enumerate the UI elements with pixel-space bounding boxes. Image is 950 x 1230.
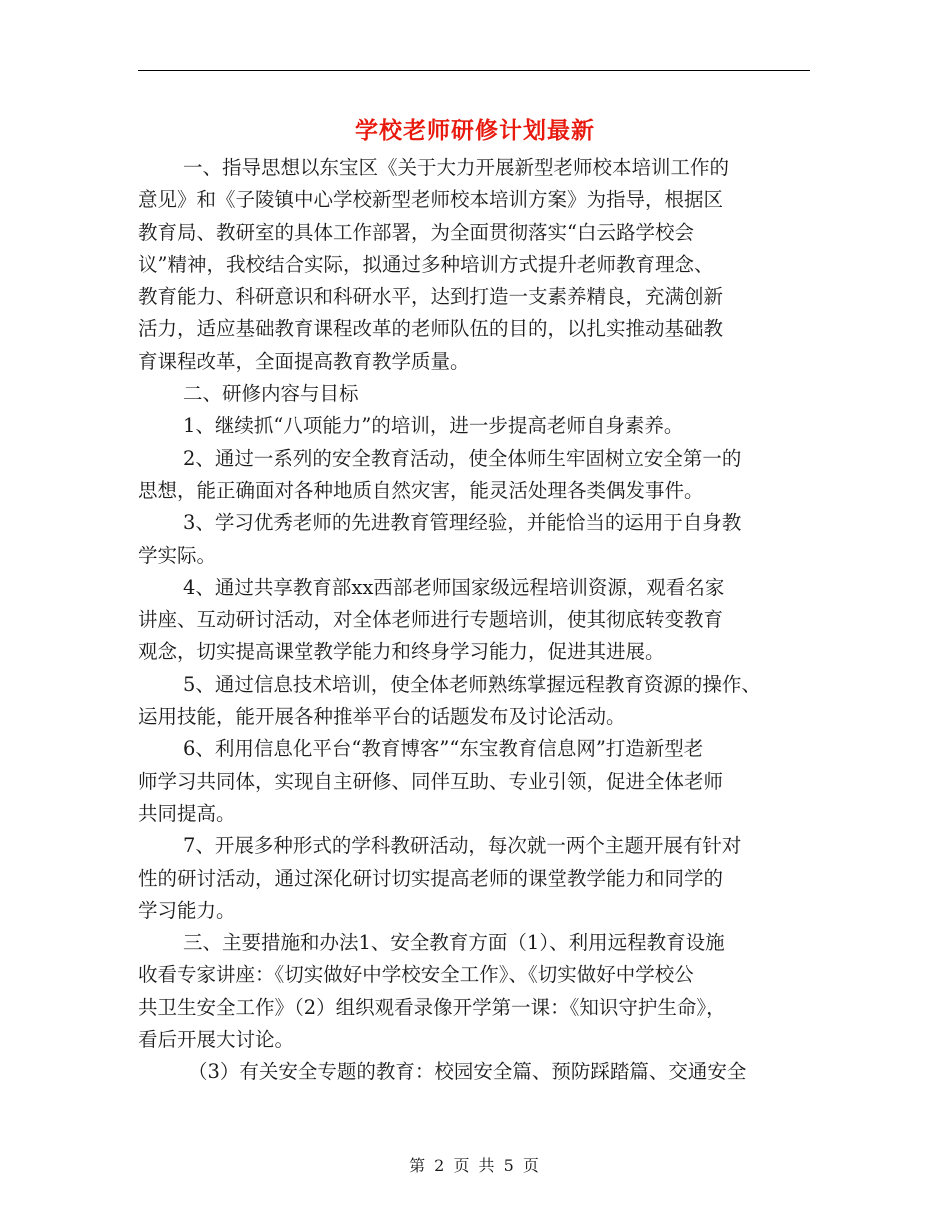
text-line: 三、主要措施和办法1、安全教育方面（1）、利用远程教育设施 [183,931,725,955]
text-line: 收看专家讲座：《切实做好中学校安全工作》、《切实做好中学校公 [138,963,694,987]
text-line: 师学习共同体，实现自主研修、同伴互助、专业引领，促进全体老师 [138,769,724,793]
text-line: 议”精神，我校结合实际，拟通过多种培训方式提升老师教育理念、 [138,252,714,276]
header-rule [138,70,810,71]
text-line: 3、学习优秀老师的先进教育管理经验，并能恰当的运用于自身教 [183,511,742,535]
text-line: 教育局、教研室的具体工作部署，为全面贯彻落实“白云路学校会 [138,220,694,244]
text-line: 2、通过一系列的安全教育活动，使全体师生牢固树立安全第一的 [183,446,742,470]
section-heading-content-goals [138,378,810,410]
document-body [138,152,810,1089]
text-line: 7、开展多种形式的学科教研活动，每次就一两个主题开展有针对 [183,834,742,858]
text-line: 看后开展大讨论。 [138,1028,295,1052]
paragraph-item-5 [138,669,810,734]
text-line: 1、继续抓“八项能力”的培训，进一步提高老师自身素养。 [183,414,684,438]
paragraph-measures [138,927,810,1056]
text-line: 活力，适应基础教育课程改革的老师队伍的目的，以扎实推动基础教 [138,317,724,341]
document-title: 学校老师研修计划最新 [355,117,595,144]
text-line: 意见》和《子陵镇中心学校新型老师校本培训方案》为指导，根据区 [138,188,724,212]
paragraph-item-4 [138,572,810,669]
text-line: 教育能力、科研意识和科研水平，达到打造一支素养精良，充满创新 [138,285,724,309]
paragraph-item-1 [138,410,810,442]
text-line: （3）有关安全专题的教育：校园安全篇、预防踩踏篇、交通安全 [188,1060,747,1084]
text-line: 学实际。 [138,543,217,567]
text-line: 讲座、互动研讨活动，对全体老师进行专题培训，使其彻底转变教育 [138,608,724,632]
text-line: 二、研修内容与目标 [183,382,359,406]
text-line: 5、通过信息技术培训，使全体老师熟练掌握远程教育资源的操作、 [183,672,761,696]
text-line: 性的研讨活动，通过深化研讨切实提高老师的课堂教学能力和同学的 [138,866,724,890]
text-line: 6、利用信息化平台“教育博客”“东宝教育信息网”打造新型老 [183,737,704,761]
text-line: 共同提高。 [138,801,236,825]
text-line: 观念，切实提高课堂教学能力和终身学习能力，促进其进展。 [138,640,665,664]
paragraph-item-7 [138,830,810,927]
text-line: 运用技能，能开展各种推举平台的话题发布及讨论活动。 [138,705,626,729]
paragraph-item-3 [138,507,810,572]
text-line: 共卫生安全工作》（2）组织观看录像开学第一课：《知识守护生命》， [138,995,726,1019]
paragraph-item-6 [138,733,810,830]
page-number-footer: 第 2 页 共 5 页 [409,1156,541,1175]
text-line: 一、指导思想以东宝区《关于大力开展新型老师校本培训工作的 [183,156,730,179]
text-line: 学习能力。 [138,898,236,922]
paragraph-guiding-thought [138,152,810,378]
text-line: 4、通过共享教育部xx西部老师国家级远程培训资源，观看名家 [183,575,725,599]
text-line: 思想，能正确面对各种地质自然灾害，能灵活处理各类偶发事件。 [138,478,704,502]
text-line: 育课程改革，全面提高教育教学质量。 [138,349,470,373]
paragraph-safety-topics [138,1056,810,1088]
paragraph-item-2 [138,443,810,508]
